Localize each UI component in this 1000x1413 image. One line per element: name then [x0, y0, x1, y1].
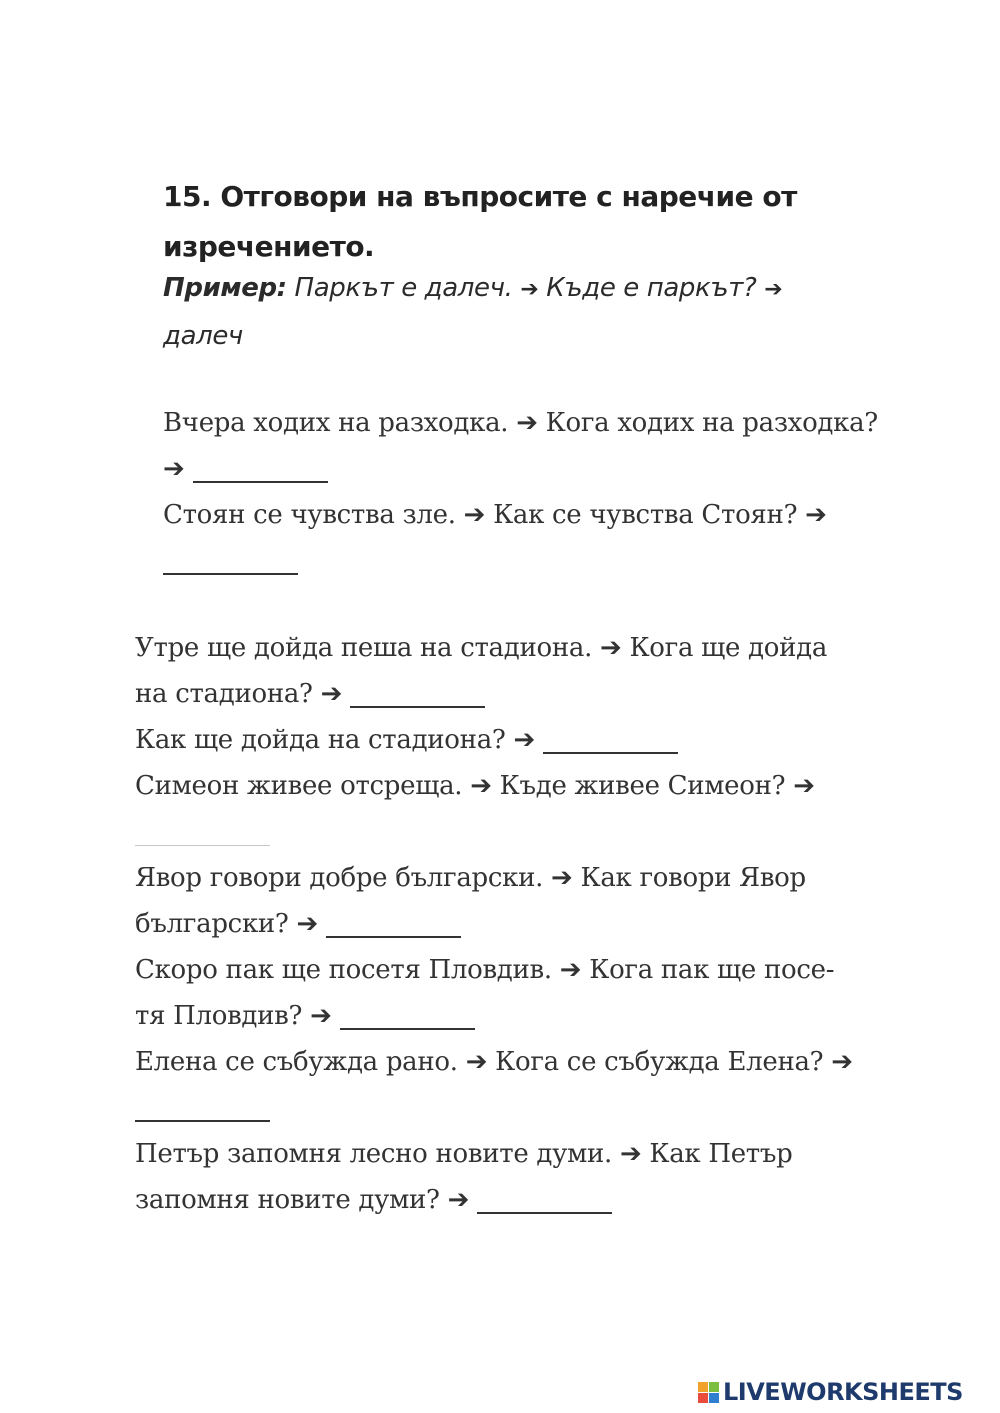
arrow-icon: ➔	[520, 277, 539, 302]
item-line: тя Пловдив? ➔	[135, 1001, 332, 1031]
example-label: Пример:	[163, 273, 287, 303]
answer-blank[interactable]	[193, 481, 328, 483]
answer-blank[interactable]	[163, 573, 298, 575]
example	[163, 265, 863, 359]
answer-blank[interactable]	[326, 936, 461, 938]
item-line: Вчера ходих на разходка. ➔ Кога ходих на разходка?	[163, 408, 878, 438]
answer-blank[interactable]	[135, 1120, 270, 1122]
item-line: български? ➔	[135, 909, 319, 939]
arrow-icon: ➔	[163, 454, 185, 484]
liveworksheets-logo	[698, 1378, 963, 1406]
item-line: на стадиона? ➔	[135, 679, 343, 709]
item-line: Скоро пак ще посетя Пловдив. ➔ Кога пак ще посе-	[135, 955, 835, 985]
example-answer: далеч	[163, 321, 243, 351]
items-top	[163, 400, 883, 584]
item-line: Явор говори добре български. ➔ Как говори Явор	[135, 863, 806, 893]
items-bottom	[135, 625, 875, 1223]
answer-blank[interactable]	[477, 1212, 612, 1214]
item-line: Елена се събужда рано. ➔ Кога се събужда Елена? ➔	[135, 1047, 853, 1077]
item-line: Утре ще дойда пеша на стадиона. ➔ Кога ще дойда	[135, 633, 828, 663]
exercise-title: 15. Отговори на въпросите с наречие от изречението.	[163, 180, 797, 263]
item-line: Симеон живее отсреща. ➔ Къде живее Симеон? ➔	[135, 771, 815, 801]
item-line: Как ще дойда на стадиона? ➔	[135, 725, 535, 755]
answer-blank[interactable]	[350, 706, 485, 708]
logo-icon	[698, 1382, 719, 1403]
answer-blank[interactable]	[543, 752, 678, 754]
arrow-icon: ➔	[764, 277, 783, 302]
answer-blank[interactable]	[135, 845, 270, 846]
item-line: Стоян се чувства зле. ➔ Как се чувства Стоян? ➔	[163, 500, 827, 530]
answer-blank[interactable]	[340, 1028, 475, 1030]
example-text: Паркът е далеч.	[286, 273, 521, 303]
example-question: Къде е паркът?	[538, 273, 765, 303]
logo-text: LIVEWORKSHEETS	[723, 1378, 963, 1406]
item-line: запомня новите думи? ➔	[135, 1185, 470, 1215]
item-line: Петър запомня лесно новите думи. ➔ Как Петър	[135, 1139, 793, 1169]
